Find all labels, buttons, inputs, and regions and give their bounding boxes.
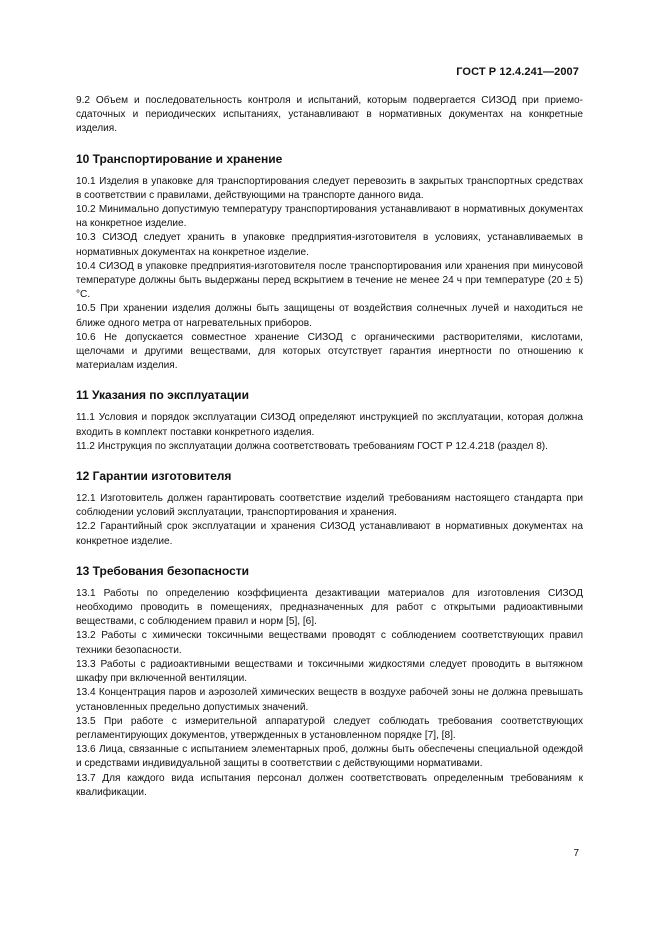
- paragraph-10-1: 10.1 Изделия в упаковке для транспортирования следует перевозить в закрытых транспортных средствах в соответствии с правилами, действующими на транспорте данного вида.: [76, 175, 583, 201]
- paragraph-10-3: 10.3 СИЗОД следует хранить в упаковке предприятия-изготовителя в условиях, устанавливаемых в нормативных документах на конкретное изделие.: [76, 232, 583, 258]
- paragraph-10-5: 10.5 При хранении изделия должны быть защищены от воздействия солнечных лучей и находиться не ближе одного метра от нагревательных приборов.: [76, 303, 583, 329]
- paragraph-12-2: 12.2 Гарантийный срок эксплуатации и хранения СИЗОД устанавливают в нормативных документах на конкретное изделие.: [76, 521, 583, 547]
- section-title: 12 Гарантии изготовителя: [76, 469, 232, 484]
- paragraph-12-1: 12.1 Изготовитель должен гарантировать соответствие изделий требованиям настоящего стандарта при соблюдении условий эксплуатации, транспортирования и хранения.: [76, 493, 583, 519]
- document-body: [76, 94, 583, 800]
- page-number: 7: [573, 848, 579, 859]
- paragraph-13-3: 13.3 Работы с радиоактивными веществами и токсичными жидкостями следует проводить в вытяжном шкафу при включенной вентиляции.: [76, 658, 583, 685]
- paragraph-10-6: 10.6 Не допускается совместное хранение СИЗОД с органическими растворителями, кислотами, щелочами и другими веществами, для которых отсутствует гарантия инертности по отношению к материалам изделия.: [76, 331, 583, 372]
- section-11: [76, 373, 583, 454]
- section-title: 11 Указания по эксплуатации: [76, 388, 249, 403]
- paragraph-11-1: 11.1 Условия и порядок эксплуатации СИЗОД определяют инструкцией по эксплуатации, которая должна входить в комплект поставки конкретного изделия.: [76, 412, 583, 438]
- paragraph-10-4: 10.4 СИЗОД в упаковке предприятия-изготовителя после транспортирования или хранения при минусовой температуре должны быть выдержаны перед вскрытием в течение не менее 24 ч при температуре (20 ± 5) °С.: [76, 260, 583, 301]
- section-10: [76, 137, 583, 374]
- paragraph-13-1: 13.1 Работы по определению коэффициента дезактивации материалов для изготовления СИЗОД необходимо проводить в помещениях, предназначенных для работ с открытыми радиоактивными веществами, с соблюдением правил и норм [5], [6].: [76, 587, 583, 628]
- paragraph-10-2: 10.2 Минимально допустимую температуру транспортирования устанавливают в нормативных документах на конкретное изделие.: [76, 204, 583, 230]
- section-title: 13 Требования безопасности: [76, 563, 250, 578]
- section-12: [76, 454, 583, 549]
- paragraph-9-2: 9.2 Объем и последовательность контроля и испытаний, которым подвергается СИЗОД при приемо-сдаточных и периодических испытаниях, устанавливают в нормативных документах на конкретные изделия.: [76, 95, 583, 135]
- section-13: [76, 549, 583, 800]
- paragraph-13-4: 13.4 Концентрация паров и аэрозолей химических веществ в воздухе рабочей зоны не должна превышать установленных предельно допустимых значений.: [76, 687, 583, 713]
- paragraph-13-5: 13.5 При работе с измерительной аппаратурой следует соблюдать требования соответствующих регламентирующих документов, утвержденных в установленном порядке [7], [8].: [76, 715, 583, 741]
- paragraph-13-7: 13.7 Для каждого вида испытания персонал должен соответствовать определенным требованиям к квалификации.: [76, 772, 583, 798]
- paragraph-13-6: 13.6 Лица, связанные с испытанием элементарных проб, должны быть обеспечены специальной одеждой и средствами индивидуальной защиты в соответствии с действующими нормативами.: [76, 744, 583, 770]
- paragraph-13-2: 13.2 Работы с химически токсичными веществами проводят с соблюдением соответствующих правил техники безопасности.: [76, 630, 583, 656]
- document-code: ГОСТ Р 12.4.241—2007: [456, 66, 579, 78]
- paragraph-11-2: 11.2 Инструкция по эксплуатации должна соответствовать требованиям ГОСТ Р 12.4.218 (раздел 8).: [76, 440, 548, 452]
- section-title: 10 Транспортирование и хранение: [76, 151, 283, 166]
